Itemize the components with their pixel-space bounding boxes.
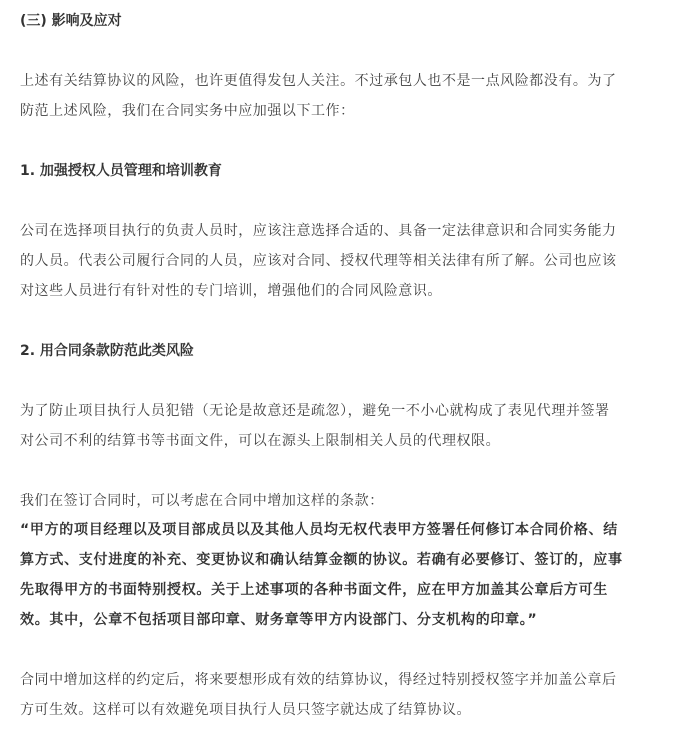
clause-line-1: “甲方的项目经理以及项目部成员以及其他人员均无权代表甲方签署任何修订本合同价格、结 [20, 522, 618, 538]
intro-line-1: 上述有关结算协议的风险，也许更值得发包人关注。不过承包人也不是一点风险都没有。为了 [20, 73, 617, 89]
item1-title: 1. 加强授权人员管理和培训教育 [20, 163, 222, 179]
item2-title: 2. 用合同条款防范此类风险 [20, 343, 194, 359]
item2-line-2: 对公司不利的结算书等书面文件，可以在源头上限制相关人员的代理权限。 [20, 433, 501, 449]
closing-line-2: 方可生效。这样可以有效避免项目执行人员只签字就达成了结算协议。 [20, 702, 472, 718]
clause-intro: 我们在签订合同时，可以考虑在合同中增加这样的条款： [20, 493, 384, 509]
intro-line-2: 防范上述风险，我们在合同实务中应加强以下工作： [20, 103, 355, 119]
clause-line-2: 算方式、支付进度的补充、变更协议和确认结算金额的协议。若确有必要修订、签订的，应事 [20, 552, 623, 568]
section-title: (三) 影响及应对 [20, 13, 122, 29]
closing-line-1: 合同中增加这样的约定后，将来要想形成有效的结算协议，得经过特别授权签字并加盖公章后 [20, 672, 617, 688]
item1-line-2: 的人员。代表公司履行合同的人员，应该对合同、授权代理等相关法律有所了解。公司也应该 [20, 253, 617, 269]
item1-line-3: 对这些人员进行有针对性的专门培训，增强他们的合同风险意识。 [20, 283, 442, 299]
item1-line-1: 公司在选择项目执行的负责人员时，应该注意选择合适的、具备一定法律意识和合同实务能力 [20, 223, 617, 239]
clause-line-4: 效。其中，公章不包括项目部印章、财务章等甲方内设部门、分支机构的印章。” [20, 612, 538, 628]
item2-line-1: 为了防止项目执行人员犯错（无论是故意还是疏忽），避免一不小心就构成了表见代理并签署 [20, 403, 610, 419]
clause-line-3: 先取得甲方的书面特别授权。关于上述事项的各种书面文件，应在甲方加盖其公章后方可生 [20, 582, 608, 598]
